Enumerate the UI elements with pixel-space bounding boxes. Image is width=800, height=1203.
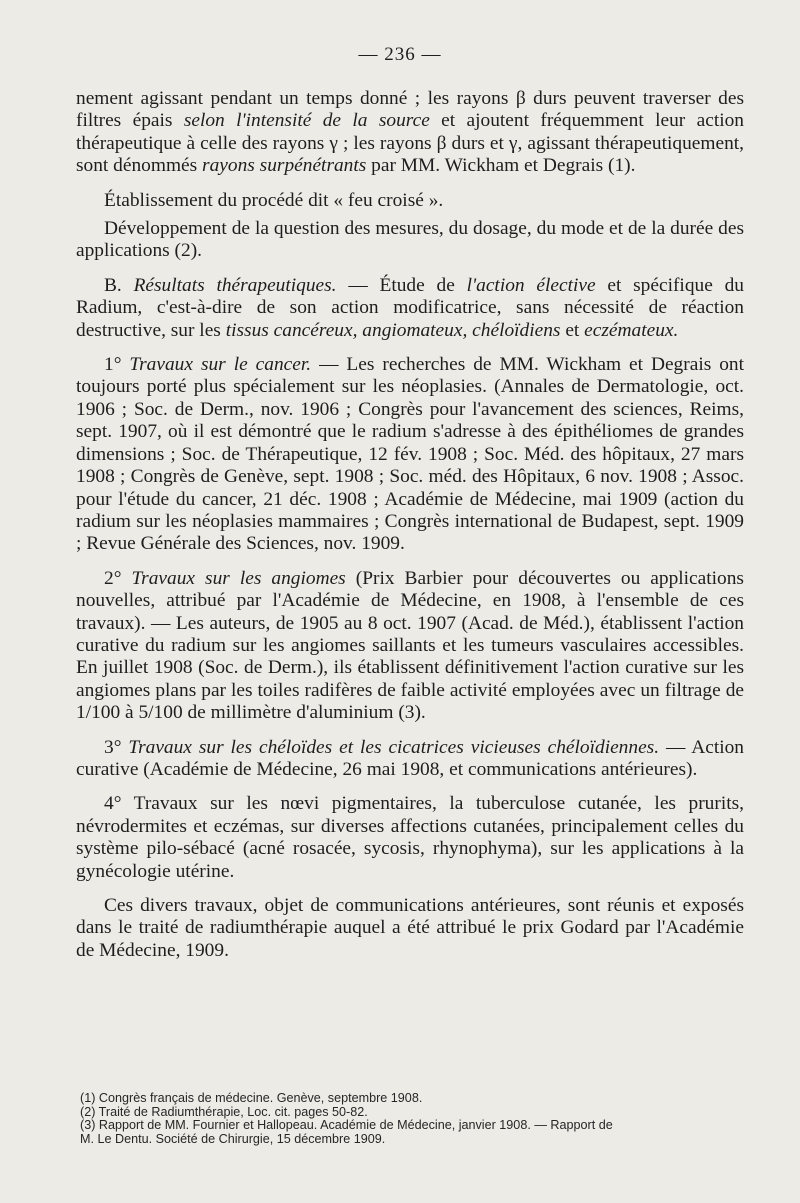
text-run: nement agissant pendant un temps donné ; les rayons β durs peuvent traverser des filtres épais	[76, 88, 744, 132]
italic-run: Travaux sur les chéloïdes et les cicatrices vicieuses chéloïdiennes.	[128, 736, 660, 758]
text-run: 3°	[104, 736, 129, 758]
footnote-3-continued: M. Le Dentu. Société de Chirurgie, 15 décembre 1909.	[80, 1131, 386, 1146]
italic-run: Résultats thérapeutiques.	[133, 274, 337, 296]
text-run: — Étude de	[336, 274, 467, 296]
footnote-3: (3) Rapport de MM. Fournier et Hallopeau. Académie de Médecine, janvier 1908. — Rapport de	[80, 1118, 613, 1133]
text-run: et	[560, 319, 585, 341]
text-run: et ajoutent fréquemment leur action thérapeutique à celle des rayons γ ; les rayons β durs et γ, agissant thérapeutiquement, sont dénommés	[76, 110, 744, 177]
paragraph-naevi: 4° Travaux sur les nœvi pigmentaires, la tuberculose cutanée, les prurits, névrodermites et eczémas, sur diverses affections cutanées, principalement celles du système pilo-sébacé (acné rosacée, sycosis, rhynophyma), sur les applications à la gynécologie utérine.	[76, 793, 744, 882]
footnote-2: (2) Traité de Radiumthérapie, Loc. cit. pages 50-82.	[80, 1104, 368, 1119]
page-number: — 236 —	[358, 44, 442, 65]
paragraph-cancer	[76, 354, 744, 556]
paragraph-rayons	[76, 88, 744, 178]
italic-run: Travaux sur les angiomes	[131, 567, 346, 589]
body-text	[76, 88, 744, 974]
paragraph-cheloides	[76, 737, 744, 782]
text-run: et spécifique du Radium, c'est-à-dire de son action modificatrice, sans nécessité de réaction destructive, sur les	[76, 274, 744, 341]
italic-run: selon l'intensité de la source	[183, 110, 430, 132]
paragraph-resultats	[76, 275, 744, 342]
text-run: 1°	[104, 354, 130, 376]
footnotes	[80, 1092, 744, 1146]
text-run: — Action curative (Académie de Médecine, 26 mai 1908, et communications antérieures).	[76, 736, 744, 780]
paragraph-angiomes	[76, 568, 744, 725]
paragraph-conclusion: Ces divers travaux, objet de communications antérieures, sont réunis et exposés dans le traité de radiumthérapie auquel a été attribué le prix Godard par l'Académie de Médecine, 1909.	[76, 895, 744, 961]
text-run: B.	[104, 274, 134, 296]
italic-run: rayons surpénétrants	[202, 155, 367, 177]
footnote-1: (1) Congrès français de médecine. Genève, septembre 1908.	[80, 1091, 423, 1105]
text-run: — Les recherches de MM. Wickham et Degrais ont toujours porté plus spécialement sur les néoplasies. (Annales de Dermatologie, oct. 1906 ; Soc. de Derm., nov. 1906 ; Congrès pour l'avancement des sciences, Reims, sept. 1907, où il est démontré que le radium s'adresse à des épithéliomes de grandes dimensions ; Soc. de Thérapeutique, 12 fév. 1908 ; Soc. Méd. des hôpitaux, 27 mars 1908 ; Congrès de Genève, sept. 1908 ; Soc. méd. des Hôpitaux, 6 nov. 1908 ; Assoc. pour l'étude du cancer, 21 déc. 1908 ; Académie de Médecine, mai 1909 (action du radium sur les néoplasies mammaires ; Congrès international de Budapest, sept. 1909 ; Revue Générale des Sciences, nov. 1909.	[76, 354, 744, 555]
text-run: (Prix Barbier pour découvertes ou applications nouvelles, attribué par l'Académie de Médecine, en 1908, à l'ensemble de ces travaux). — Les auteurs, de 1905 au 8 oct. 1907 (Acad. de Méd.), établissent l'action curative du radium sur les angiomes saillants et les tumeurs vasculaires accessibles. En juillet 1908 (Soc. de Derm.), ils établissent définitivement l'action curative sur les angiomes plans par les toiles radifères de faible activité employées avec un filtrage de 1/100 à 5/100 de millimètre d'aluminium (3).	[76, 567, 744, 724]
text-run: par MM. Wickham et Degrais (1).	[366, 155, 636, 177]
italic-run: Travaux sur le cancer.	[129, 354, 312, 376]
footnote-rule	[80, 1082, 200, 1083]
italic-run: eczémateux.	[584, 319, 679, 341]
italic-run: tissus cancéreux, angiomateux, chéloïdiens	[225, 319, 561, 341]
text-run: 2°	[104, 567, 132, 589]
italic-run: l'action élective	[466, 274, 596, 296]
paragraph-mesures: Développement de la question des mesures, du dosage, du mode et de la durée des applications (2).	[76, 218, 744, 262]
paragraph-feu-croise: Établissement du procédé dit « feu croisé ».	[104, 189, 444, 211]
